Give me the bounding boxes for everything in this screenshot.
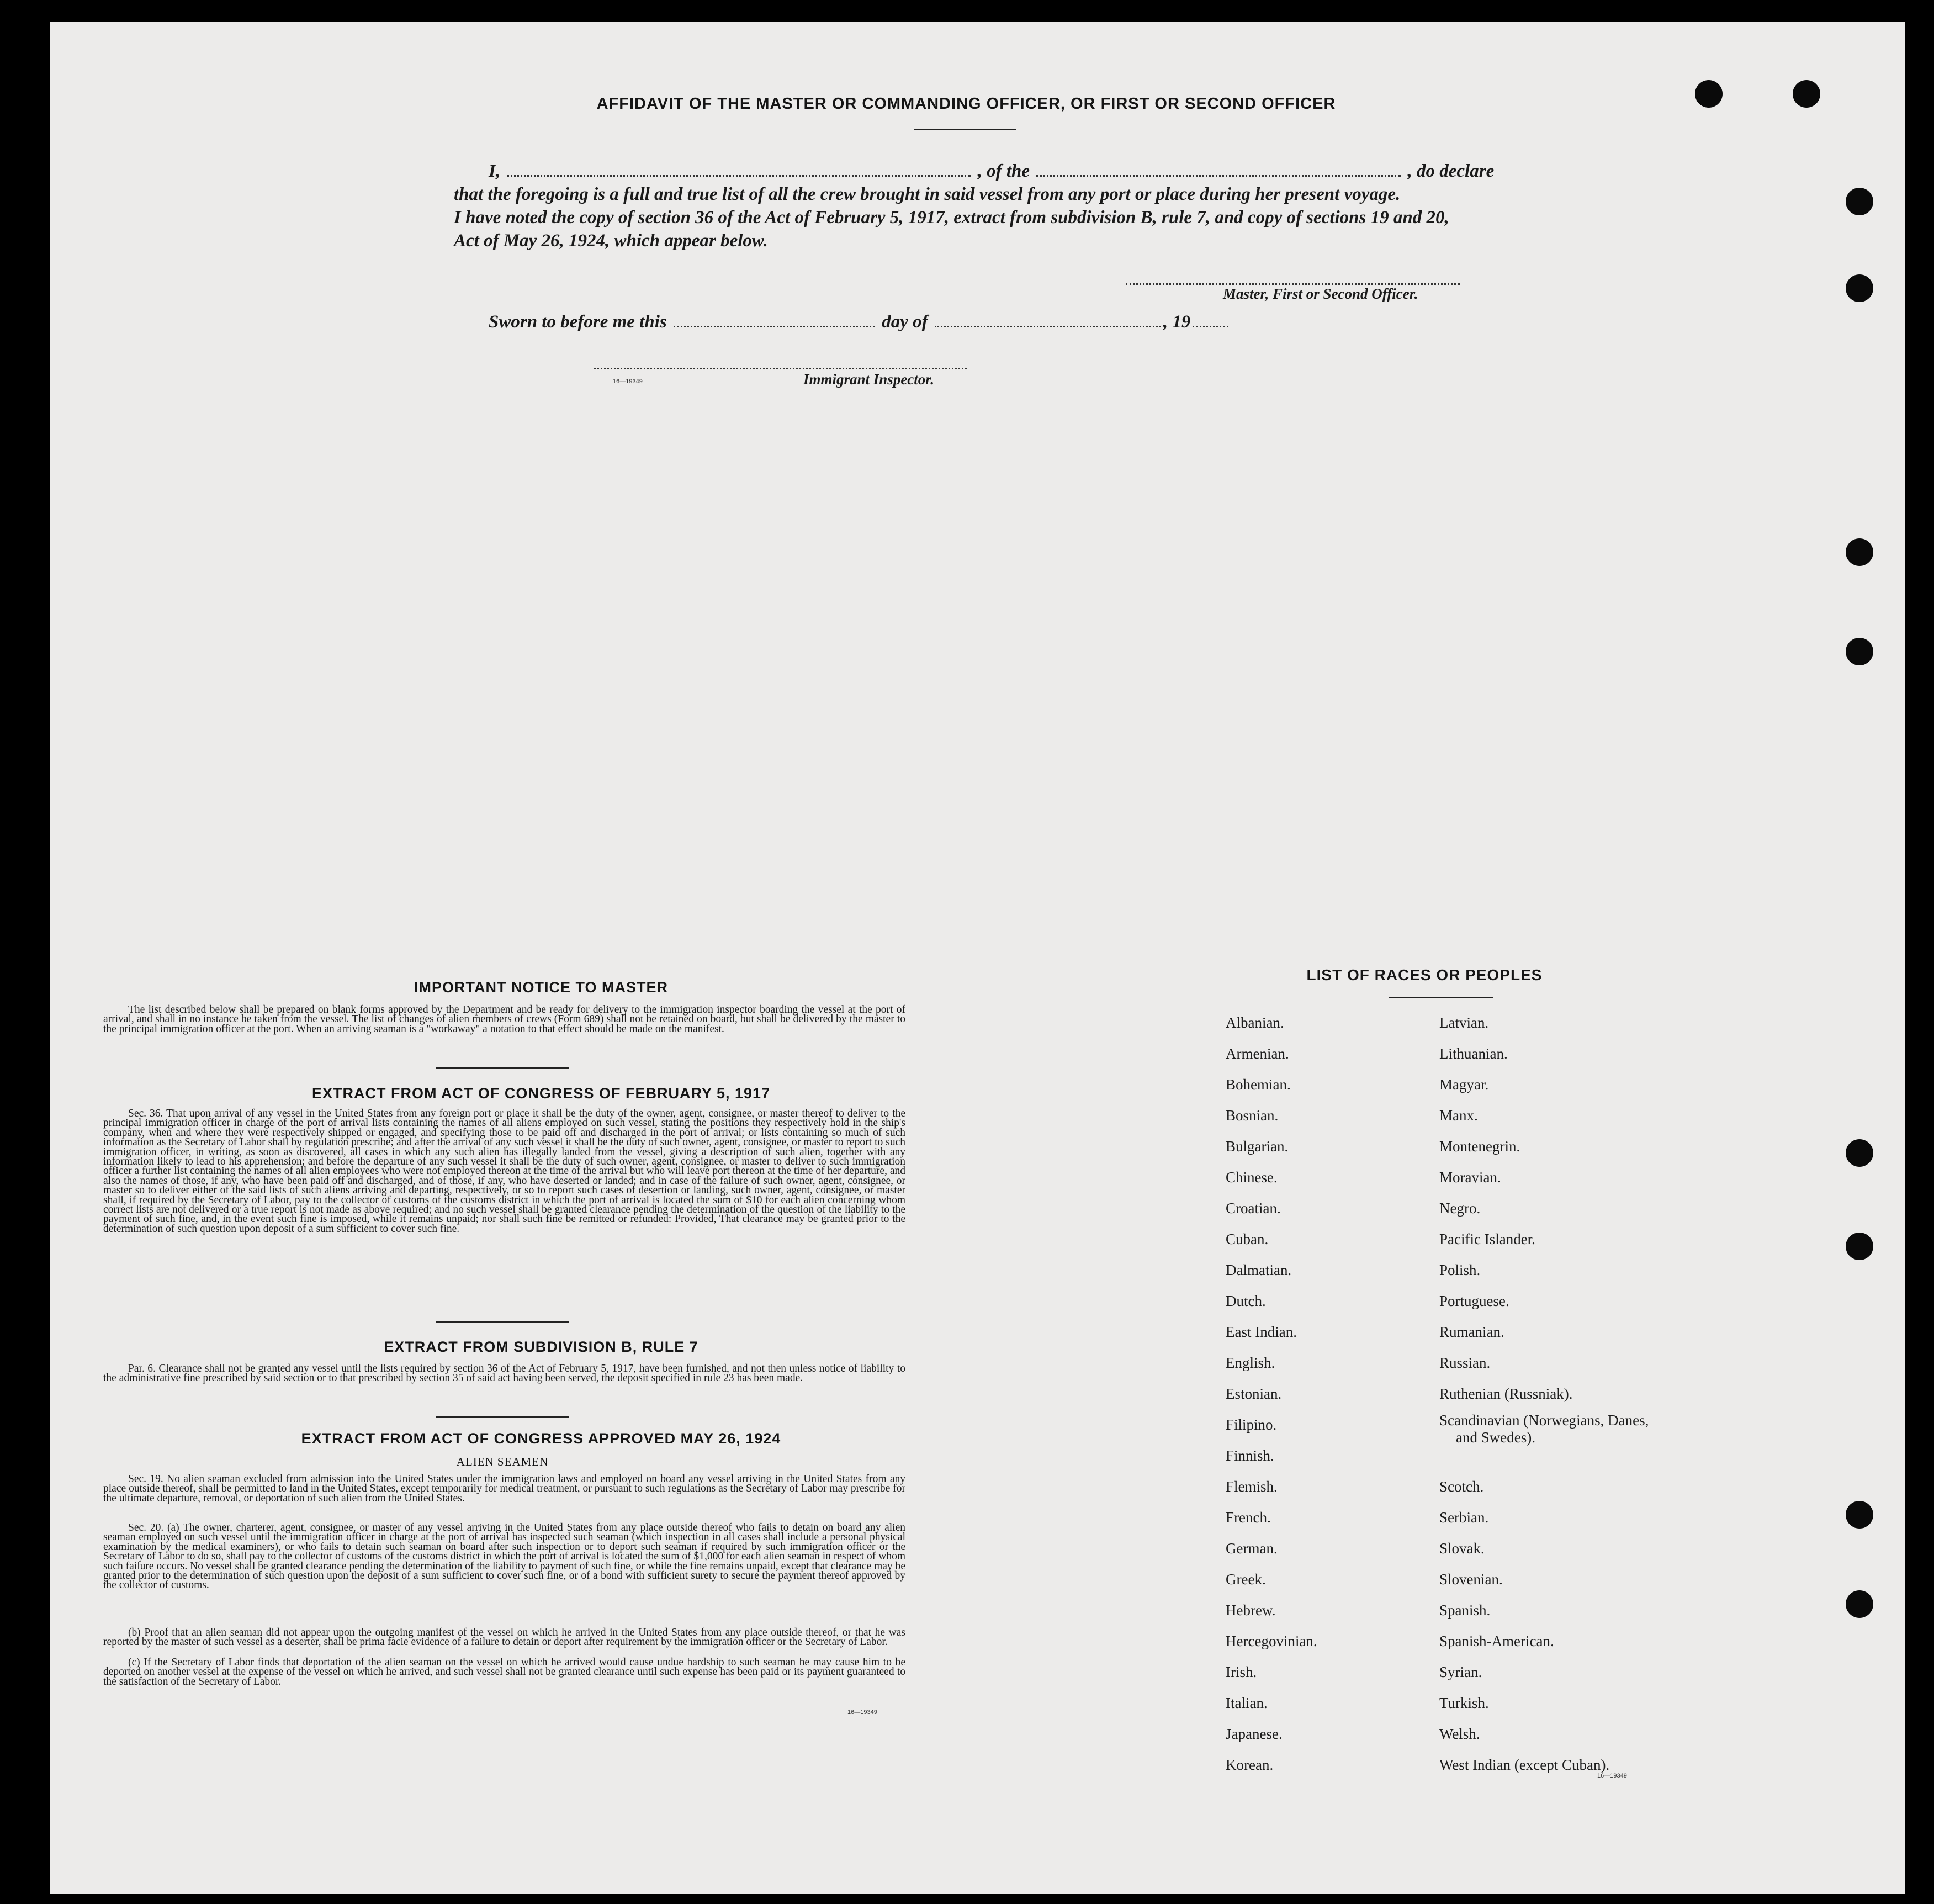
declaration-line-1	[489, 161, 1494, 182]
race-item: Polish.	[1439, 1262, 1481, 1278]
race-item: Spanish-American.	[1439, 1633, 1554, 1649]
sworn-day-field[interactable]	[674, 325, 875, 327]
section-divider	[436, 1321, 569, 1323]
punch-hole	[1846, 1139, 1873, 1167]
race-item: Syrian.	[1439, 1664, 1482, 1680]
notice-text: The list described below shall be prepared on blank forms approved by the Department and be ready for delivery to the immigration inspector boarding the vessel at the port of arrival, and shall in no instance be taken from the vessel. The list of changes of alien members of crews (Form 689) shall not be retained on board, but shall be delivered by the master to the principal immigration officer at the port. When an arriving seaman is a "workaway" a notation to that effect should be made on the manifest.	[103, 1004, 905, 1035]
declarant-name-field[interactable]	[507, 174, 971, 177]
race-item: Flemish.	[1226, 1478, 1278, 1495]
race-item: German.	[1226, 1540, 1278, 1557]
race-item: Chinese.	[1226, 1169, 1278, 1186]
race-item: Dalmatian.	[1226, 1262, 1292, 1278]
sec-20b-text: (b) Proof that an alien seaman did not appear upon the outgoing manifest of the vessel on which he arrived in the United States from any place outside thereof, or that he was reported by the master of such vessel as a deserter, shall be prima facie evidence of a failure to detain or deport after requirement by the immigration officer or the Secretary of Labor.	[103, 1627, 905, 1648]
race-item: Magyar.	[1439, 1076, 1489, 1093]
race-item: Hercegovinian.	[1226, 1633, 1317, 1649]
form-number: 16—19349	[847, 1709, 877, 1716]
sec-19-text: Sec. 19. No alien seaman excluded from admission into the United States under the immigration laws and employed on board any vessel arriving in the United States from any place outside thereof, shall be permitted to land in the United States, except temporarily for medical treatment, or pursuant to such regulations as the Secretary of Labor may prescribe for the ultimate departure, removal, or deportation of such alien from the United States.	[103, 1473, 905, 1504]
extract-1917-text: Sec. 36. That upon arrival of any vessel in the United States from any foreign port or place it shall be the duty of the owner, agent, consignee, or master thereof to deliver to the principal immigration officer in charge of the port of arrival lists containing the names of all aliens employed on such vessel, stating the positions they respectively hold in the ship's company, when and where they were respectively shipped or engaged, and specifying those to be paid off and discharged in the port of arrival; or lists containing so much of such information as the Secretary of Labor shall by regulation prescribe; and after the arrival of any such vessel it shall be the duty of such owner, agent, consignee, or master to report to such immigration officer, in writing, as soon as discovered, all cases in which any such alien has illegally landed from the vessel, giving a description of such alien, together with any information likely to lead to his apprehension; and before the departure of any such vessel it shall be the duty of such owner, agent, consignee, or master to deliver to such immigration officer a further list containing the names of all alien employees who were not employed thereon at the time of the arrival but who will leave port thereon at the time of her departure, and also the names of those, if any, who have been paid off and discharged, and of those, if any, who have deserted or landed; and in case of the failure of such owner, agent, consignee, or master so to deliver either of the said lists of such aliens arriving and departing, respectively, or so to report such cases of desertion or landing, such owner, agent, consignee, or master shall, if required by the Secretary of Labor, pay to the collector of customs of the customs district in which the port of arrival is located the sum of $10 for each alien concerning whom correct lists are not delivered or a true report is not made as above required; and no such vessel shall be granted clearance pending the determination of the question of the liability to the payment of such fine, and, in the event such fine is imposed, while it remains unpaid; nor shall such fine be remitted or refunded: Provided, That clearance may be granted prior to the determination of such question upon deposit of a sum sufficient to cover such fine.	[103, 1108, 905, 1235]
form-number: 16—19349	[1597, 1773, 1627, 1779]
race-item: Russian.	[1439, 1355, 1491, 1371]
form-number: 16—19349	[613, 378, 643, 385]
race-item: Irish.	[1226, 1664, 1257, 1680]
race-item: Welsh.	[1439, 1726, 1480, 1742]
declaration-line-3: I have noted the copy of section 36 of the Act of February 5, 1917, extract from subdivision B, rule 7, and copy of sections 19 and 20,	[454, 208, 1449, 228]
race-item: Dutch.	[1226, 1293, 1266, 1309]
punch-hole	[1846, 274, 1873, 302]
race-item: Hebrew.	[1226, 1602, 1276, 1619]
extract-1917-title: EXTRACT FROM ACT OF CONGRESS OF FEBRUARY 5, 1917	[311, 1085, 771, 1102]
sworn-prefix: Sworn to before me this	[489, 312, 667, 332]
punch-hole	[1846, 1233, 1873, 1260]
race-item: Manx.	[1439, 1107, 1478, 1124]
race-item: Scotch.	[1439, 1478, 1484, 1495]
race-item: Spanish.	[1439, 1602, 1491, 1619]
race-item: Bulgarian.	[1226, 1138, 1289, 1155]
declaration-line-2: that the foregoing is a full and true list of all the crew brought in said vessel from any port or place during her present voyage.	[454, 184, 1401, 204]
race-item: Cuban.	[1226, 1231, 1269, 1247]
year-prefix: , 19	[1163, 312, 1191, 332]
race-item: Latvian.	[1439, 1014, 1489, 1031]
punch-hole	[1846, 638, 1873, 665]
races-title: LIST OF RACES OR PEOPLES	[1306, 966, 1543, 983]
title-underline	[914, 129, 1016, 130]
sec-20a-text: Sec. 20. (a) The owner, charterer, agent, consignee, or master of any vessel arriving in the United States from any place outside thereof who fails to detain on board any alien seaman employed on such vessel until the immigration officer in charge at the port of arrival has inspected such seaman (which inspection in all cases shall include a personal physical examination by the medical examiners), or who fails to detain such seaman on board after such inspection or to deport such seaman if required by such immigration officer or the Secretary of Labor to do so, shall pay to the collector of customs of the customs district in which the port of arrival is located the sum of $1,000 for each alien seaman in respect of whom such failure occurs. No vessel shall be granted clearance pending the determination of the liability to payment of such fine, or while the fine remains unpaid, except that clearance may be granted prior to the determination of such question upon the deposit of a sum sufficient to cover such fine, or of a bond with sufficient surety to secure the payment thereof approved by the collector of customs.	[103, 1522, 905, 1591]
section-divider	[436, 1416, 569, 1418]
sworn-line	[489, 312, 1231, 332]
race-item: Finnish.	[1226, 1447, 1274, 1464]
race-item: Korean.	[1226, 1757, 1274, 1773]
race-item: Moravian.	[1439, 1169, 1501, 1186]
race-item: Slovenian.	[1439, 1571, 1503, 1588]
race-item: Pacific Islander.	[1439, 1231, 1535, 1247]
master-signature-label: Master, First or Second Officer.	[1223, 285, 1418, 302]
inspector-label: Immigrant Inspector.	[803, 371, 935, 388]
extract-1924-title: EXTRACT FROM ACT OF CONGRESS APPROVED MAY 26, 1924	[301, 1430, 781, 1447]
race-item: Turkish.	[1439, 1695, 1489, 1711]
vessel-prefix: , of the	[977, 161, 1030, 181]
rule-7-title: EXTRACT FROM SUBDIVISION B, RULE 7	[384, 1339, 698, 1355]
alien-seamen-subtitle: ALIEN SEAMEN	[456, 1455, 549, 1468]
section-divider	[436, 1067, 569, 1069]
race-item: Portuguese.	[1439, 1293, 1509, 1309]
race-item: Greek.	[1226, 1571, 1266, 1588]
race-item: Slovak.	[1439, 1540, 1485, 1557]
race-item: Ruthenian (Russniak).	[1439, 1385, 1573, 1402]
sec-20c-text: (c) If the Secretary of Labor finds that deportation of the alien seaman on the vessel on which he arrived would cause undue hardship to such seaman he may cause him to be deported on another vessel at the expense of the vessel on which he arrived, and such vessel shall not be granted clearance until such expense has been paid or its payment guaranteed to the satisfaction of the Secretary of Labor.	[103, 1657, 905, 1688]
race-item: Rumanian.	[1439, 1324, 1504, 1340]
sworn-year-field[interactable]	[1193, 325, 1228, 327]
race-item: Italian.	[1226, 1695, 1268, 1711]
race-item: Bosnian.	[1226, 1107, 1279, 1124]
form-sheet	[50, 22, 1905, 1894]
race-item: Bohemian.	[1226, 1076, 1291, 1093]
race-item: Estonian.	[1226, 1385, 1282, 1402]
notice-title: IMPORTANT NOTICE TO MASTER	[414, 979, 668, 996]
race-item: Croatian.	[1226, 1200, 1281, 1217]
vessel-name-field[interactable]	[1036, 174, 1401, 177]
race-item: Negro.	[1439, 1200, 1481, 1217]
race-item: English.	[1226, 1355, 1275, 1371]
affidavit-title: AFFIDAVIT OF THE MASTER OR COMMANDING OFFICER, OR FIRST OR SECOND OFFICER	[596, 95, 1336, 113]
race-item: Armenian.	[1226, 1045, 1289, 1062]
declarant-prefix: I,	[489, 161, 501, 181]
race-item: East Indian.	[1226, 1324, 1297, 1340]
punch-hole	[1793, 80, 1820, 108]
race-item: West Indian (except Cuban).	[1439, 1757, 1610, 1773]
race-item: Lithuanian.	[1439, 1045, 1508, 1062]
race-item: Montenegrin.	[1439, 1138, 1520, 1155]
declaration-line-4: Act of May 26, 1924, which appear below.	[454, 231, 768, 251]
race-item: Albanian.	[1226, 1014, 1284, 1031]
punch-hole	[1695, 80, 1723, 108]
master-signature-field[interactable]	[1126, 283, 1460, 285]
race-item: Scandinavian (Norwegians, Danes, and Swedes).	[1439, 1412, 1649, 1446]
race-item: French.	[1226, 1509, 1271, 1526]
day-of-label: day of	[882, 312, 928, 332]
punch-hole	[1846, 188, 1873, 215]
race-item: Serbian.	[1439, 1509, 1489, 1526]
punch-hole	[1846, 1590, 1873, 1618]
races-title-underline	[1389, 997, 1493, 998]
punch-hole	[1846, 1501, 1873, 1529]
punch-hole	[1846, 538, 1873, 566]
race-item: Japanese.	[1226, 1726, 1283, 1742]
sworn-month-field[interactable]	[935, 325, 1161, 327]
race-item: Filipino.	[1226, 1416, 1277, 1433]
inspector-signature-field[interactable]	[594, 367, 967, 369]
declare-suffix: , do declare	[1407, 161, 1495, 181]
rule-7-text: Par. 6. Clearance shall not be granted any vessel until the lists required by section 36 of the Act of February 5, 1917, have been furnished, and not then unless notice of liability to the administrative fine prescribed by said section or to that prescribed by section 35 of said act having been served, the deposit specified in rule 23 has been made.	[103, 1363, 905, 1384]
